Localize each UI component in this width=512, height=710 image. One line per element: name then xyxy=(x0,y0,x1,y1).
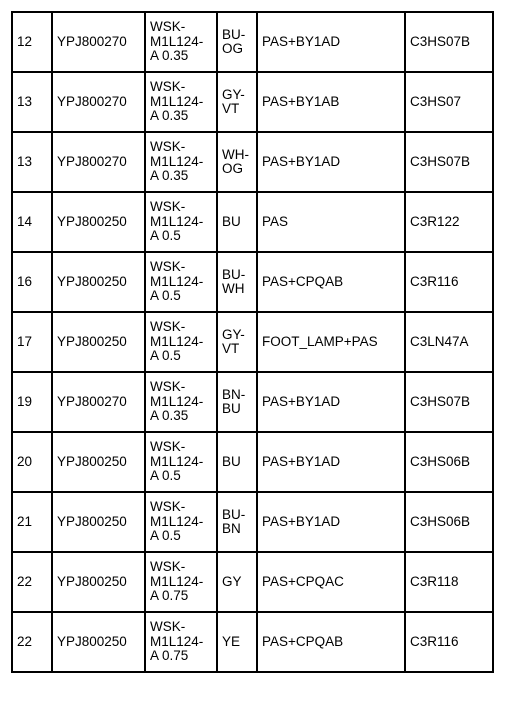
wire-color-line: BU xyxy=(222,453,241,469)
connector-cell: C3HS07B xyxy=(405,12,493,72)
wire-spec-line: M1L124- xyxy=(150,213,204,229)
wire-spec-line: WSK- xyxy=(150,79,186,95)
part-number-cell: YPJ800250 xyxy=(52,312,145,372)
wire-color-cell xyxy=(217,72,257,132)
wire-color-cell xyxy=(217,312,257,372)
wire-spec-line: A 0.5 xyxy=(150,288,181,304)
wire-spec-line: M1L124- xyxy=(150,333,204,349)
wire-color-line: BU- xyxy=(222,506,246,522)
table-row xyxy=(12,552,493,612)
wire-spec-cell xyxy=(145,552,217,612)
wire-color-line: WH xyxy=(222,281,245,296)
wire-color-cell xyxy=(217,132,257,192)
wire-spec-cell xyxy=(145,72,217,132)
table-row xyxy=(12,192,493,252)
table-body xyxy=(12,12,493,672)
wire-spec-line: A 0.35 xyxy=(150,108,189,124)
part-number-cell: YPJ800270 xyxy=(52,132,145,192)
row-number-cell: 14 xyxy=(12,192,52,252)
wire-color-line: OG xyxy=(222,41,244,56)
part-number-cell: YPJ800250 xyxy=(52,612,145,672)
wire-color-line: BU xyxy=(222,213,241,229)
wire-color-line: YE xyxy=(222,633,241,649)
wire-spec-line: WSK- xyxy=(150,319,186,335)
wire-spec-line: WSK- xyxy=(150,499,186,515)
circuit-cell: PAS+BY1AB xyxy=(257,72,405,132)
wire-spec-line: M1L124- xyxy=(150,573,204,589)
wire-spec-cell xyxy=(145,492,217,552)
connector-cell: C3R116 xyxy=(405,252,493,312)
row-number-cell: 16 xyxy=(12,252,52,312)
part-number-cell: YPJ800250 xyxy=(52,252,145,312)
wire-color-cell xyxy=(217,612,257,672)
wire-spec-line: M1L124- xyxy=(150,93,204,109)
wire-spec-cell xyxy=(145,312,217,372)
wire-color-cell xyxy=(217,432,257,492)
connector-cell: C3LN47A xyxy=(405,312,493,372)
wire-color-line: BU- xyxy=(222,26,246,42)
wire-spec-cell xyxy=(145,432,217,492)
connector-cell: C3HS06B xyxy=(405,432,493,492)
connector-cell: C3HS07B xyxy=(405,132,493,192)
wire-spec-line: A 0.35 xyxy=(150,168,189,184)
circuit-cell: PAS+BY1AD xyxy=(257,492,405,552)
wire-spec-cell xyxy=(145,192,217,252)
row-number-cell: 12 xyxy=(12,12,52,72)
part-number-cell: YPJ800270 xyxy=(52,372,145,432)
table-row xyxy=(12,432,493,492)
wire-color-cell xyxy=(217,12,257,72)
wire-spec-cell xyxy=(145,612,217,672)
circuit-cell: PAS+BY1AD xyxy=(257,372,405,432)
circuit-cell: FOOT_LAMP+PAS xyxy=(257,312,405,372)
wire-color-line: WH- xyxy=(222,146,249,162)
circuit-cell: PAS+CPQAC xyxy=(257,552,405,612)
wire-spec-line: A 0.75 xyxy=(150,648,189,664)
wire-spec-line: M1L124- xyxy=(150,513,204,529)
wire-spec-line: WSK- xyxy=(150,379,186,395)
part-number-cell: YPJ800250 xyxy=(52,552,145,612)
wire-spec-line: A 0.35 xyxy=(150,48,189,64)
row-number-cell: 17 xyxy=(12,312,52,372)
connector-cell: C3HS06B xyxy=(405,492,493,552)
wire-spec-line: WSK- xyxy=(150,439,186,455)
wire-harness-table xyxy=(11,11,494,673)
wire-spec-line: M1L124- xyxy=(150,453,204,469)
row-number-cell: 21 xyxy=(12,492,52,552)
wire-spec-cell xyxy=(145,132,217,192)
wire-spec-line: WSK- xyxy=(150,139,186,155)
wire-spec-cell xyxy=(145,12,217,72)
row-number-cell: 22 xyxy=(12,552,52,612)
wire-spec-line: WSK- xyxy=(150,19,186,35)
wire-spec-line: M1L124- xyxy=(150,393,204,409)
table-row xyxy=(12,252,493,312)
wire-spec-line: WSK- xyxy=(150,619,186,635)
part-number-cell: YPJ800250 xyxy=(52,432,145,492)
wire-color-cell xyxy=(217,372,257,432)
circuit-cell: PAS+CPQAB xyxy=(257,252,405,312)
wire-color-line: VT xyxy=(222,101,240,116)
wire-color-line: BU- xyxy=(222,266,246,282)
table-row xyxy=(12,72,493,132)
wire-spec-cell xyxy=(145,372,217,432)
connector-cell: C3R118 xyxy=(405,552,493,612)
circuit-cell: PAS+BY1AD xyxy=(257,132,405,192)
connector-cell: C3HS07B xyxy=(405,372,493,432)
part-number-cell: YPJ800270 xyxy=(52,12,145,72)
wire-color-cell xyxy=(217,492,257,552)
circuit-cell: PAS+BY1AD xyxy=(257,12,405,72)
table-row xyxy=(12,372,493,432)
part-number-cell: YPJ800270 xyxy=(52,72,145,132)
circuit-cell: PAS+BY1AD xyxy=(257,432,405,492)
row-number-cell: 19 xyxy=(12,372,52,432)
row-number-cell: 13 xyxy=(12,132,52,192)
circuit-cell: PAS+CPQAB xyxy=(257,612,405,672)
wire-spec-line: WSK- xyxy=(150,259,186,275)
part-number-cell: YPJ800250 xyxy=(52,492,145,552)
table-row xyxy=(12,312,493,372)
table-row xyxy=(12,492,493,552)
wire-color-line: OG xyxy=(222,161,244,176)
wire-color-line: GY- xyxy=(222,86,245,102)
connector-cell: C3R116 xyxy=(405,612,493,672)
circuit-cell: PAS xyxy=(257,192,405,252)
wire-color-line: BU xyxy=(222,401,241,416)
table-row xyxy=(12,12,493,72)
row-number-cell: 13 xyxy=(12,72,52,132)
wire-color-line: BN xyxy=(222,521,241,536)
table-row xyxy=(12,132,493,192)
wire-color-line: BN- xyxy=(222,386,246,402)
wire-color-cell xyxy=(217,192,257,252)
wire-spec-line: A 0.5 xyxy=(150,228,181,244)
wire-color-line: VT xyxy=(222,341,240,356)
connector-cell: C3HS07 xyxy=(405,72,493,132)
wire-spec-line: A 0.75 xyxy=(150,588,189,604)
wire-color-cell xyxy=(217,252,257,312)
wire-spec-line: M1L124- xyxy=(150,33,204,49)
wire-color-cell xyxy=(217,552,257,612)
wire-spec-line: A 0.5 xyxy=(150,528,181,544)
row-number-cell: 22 xyxy=(12,612,52,672)
wire-spec-line: M1L124- xyxy=(150,633,204,649)
wire-spec-line: A 0.5 xyxy=(150,348,181,364)
wire-spec-line: WSK- xyxy=(150,199,186,215)
wire-color-line: GY- xyxy=(222,326,245,342)
part-number-cell: YPJ800250 xyxy=(52,192,145,252)
row-number-cell: 20 xyxy=(12,432,52,492)
wire-color-line: GY xyxy=(222,573,242,589)
wire-spec-line: M1L124- xyxy=(150,153,204,169)
wire-spec-line: M1L124- xyxy=(150,273,204,289)
table-row xyxy=(12,612,493,672)
wire-spec-line: A 0.35 xyxy=(150,408,189,424)
connector-cell: C3R122 xyxy=(405,192,493,252)
wire-spec-line: A 0.5 xyxy=(150,468,181,484)
wire-spec-line: WSK- xyxy=(150,559,186,575)
wire-spec-cell xyxy=(145,252,217,312)
